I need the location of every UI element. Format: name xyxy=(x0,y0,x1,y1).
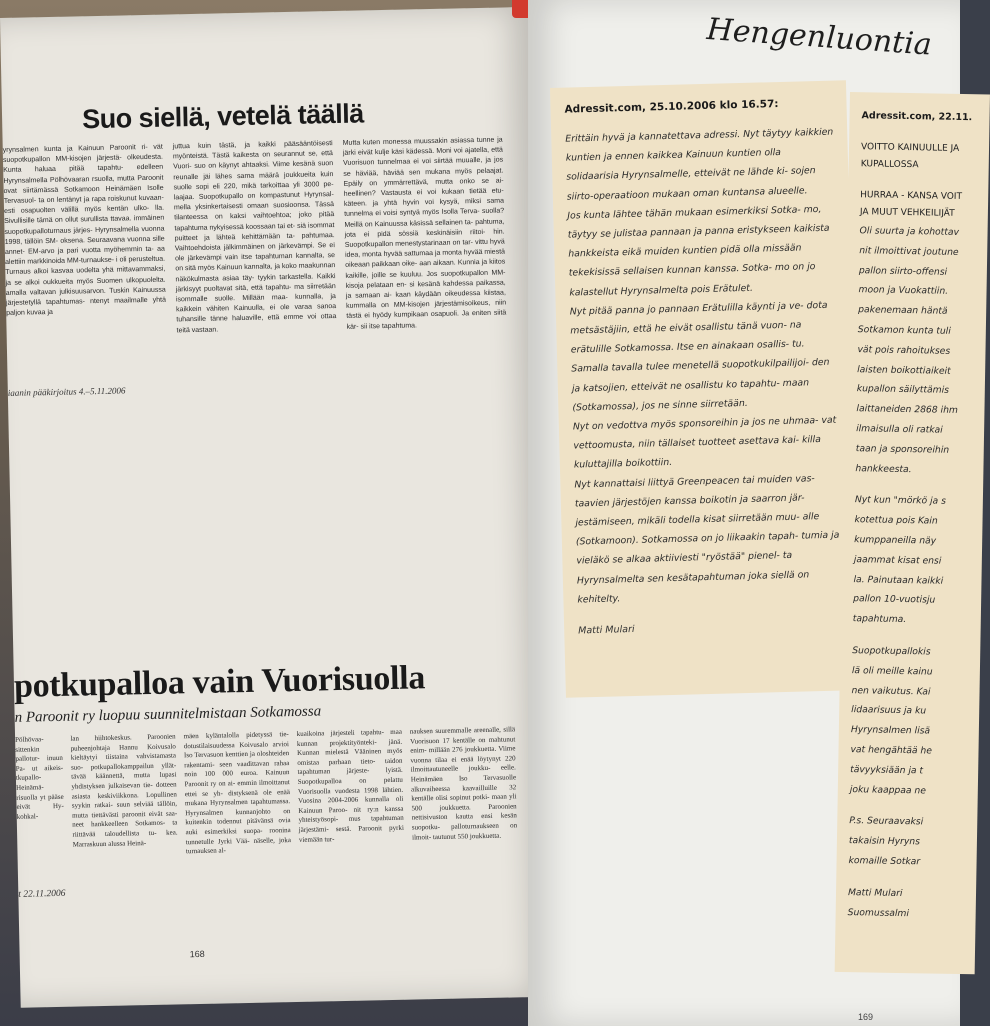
comment-box-1 xyxy=(550,80,862,698)
comment-2-line: nen vaikutus. Kai xyxy=(851,684,931,698)
article2-subtitle: n Paroonit ry luopuu suunnitelmistaan Sotkamossa xyxy=(14,703,322,726)
right-page xyxy=(528,0,973,1026)
comment-1-signature: Matti Mulari xyxy=(578,624,635,637)
comment-2-subheadline-line: HURRAA - KANSA VOIT xyxy=(860,190,963,202)
article1-title: Suo siellä, vetelä täällä xyxy=(81,98,365,135)
comment-2-line: Oli suurta ja kohottav xyxy=(859,225,960,238)
comment-1-header: Adressit.com, 25.10.2006 klo 16.57: xyxy=(564,98,779,116)
comment-2-line: Sotkamon kunta tuli xyxy=(857,324,951,337)
comment-1-text xyxy=(565,123,845,610)
comment-2-line: joku kaappaa ne xyxy=(849,783,927,796)
comment-2-line: kumppaneilla näy xyxy=(854,534,937,547)
comment-2-line: kotettua pois Kain xyxy=(854,514,938,527)
comment-1-paragraph: Jos kunta lähtee tähän mukaan esimerkiksi Sotka- mo, täytyy se julistaa pannaan ja panna eristykseen kaikista hankkeista eikä muiden kuntien pidä olla missään tekekisissä sellaisen kunnan kanssa. Sotka- mo on jo kalastellut Hyrynsalmelta pois Erätulet. xyxy=(567,203,830,299)
comment-2-line: vät pois rahoitukses xyxy=(857,343,951,357)
section-title: Hengenluontia xyxy=(705,12,933,63)
left-page xyxy=(0,7,551,1008)
article2-col4: kuaikoina järjesteli tapahtu- maa kunnan projektityönteki- jänä. Kunnan mielestä Vääninen myös omistaa parhaan tieto- taidon tapahtuman järjeste- lyistä. Suopotkupalloa on pelattu Vuorisuolla vuodesta 1998 lähtien. Vuosina 2004-2006 kunnalla oli Kainuun Paroo- nit ry:n kanssa yhteistyösopi- mus tapahtuman järjestämi- sestä. Paroonit pyrki viemään tur- xyxy=(296,727,404,844)
comment-2-line: hankkeesta. xyxy=(855,462,912,475)
article2-col3: mäen kyläntalolla pidetyssä tie- dotustilaisuudessa Koivusalo arvioi Iso Tervasuon kenttien ja oloshteiden rakentami- seen vaadittavan rahaa noin 100 000 euroa. Kainuun Paroonit ry on ai- emmin ilmoittanut ettei se yh- distyksenä ole enää mukana Hyrynsalmen tapahtumassa. Hyrynsalmen kunnanjohto on kuitenkin todennut pitävänsä ovia auki esimerkiksi suopa- roonina tunnetulle Jyrki Vää- näselle, joka turnauksen al- xyxy=(183,730,292,856)
comment-1-paragraph: Nyt on vedottva myös sponsoreihin ja jos ne uhmaa- vat vettoomusta, niin tällaiset tuotteet asettava kai- killa kuluttajilla boikottiin. xyxy=(572,414,837,471)
comment-2-line: Nyt kun "mörkö ja s xyxy=(854,494,947,508)
comment-1-paragraph: Nyt pitää panna jo pannaan Erätulilla käynti ja ve- dota metsästäjiin, että he eivät osallistu tänä vuon- na erätulille Sotkamossa. Itse en ainakaan osallis- tu. xyxy=(569,299,828,356)
comment-2-line: lidaarisuus ja ku xyxy=(851,704,927,717)
comment-2-line: la. Painutaan kaikki xyxy=(853,573,944,587)
comment-1-paragraph: Samalla tavalla tulee menetellä suopotkukilpailijoi- den ja katsojien, etteivät ne osallistu ko tapahtu- maan (Sotkamossa), jos ne sinne siirretään. xyxy=(571,357,830,414)
comment-1-paragraph: Nyt kannattaisi liittyä Greenpeacen tai muiden vas- taavien järjestöjen kanssa boikotin ja saarron jär- jestämiseen, mikäli todella kisat siirretään muu- alle (Sotkamoon). Sotkamossa on jo liikaakin tapah- tumia ja vieläkö se alkaa aktiiviesti "ryöstää" pienel- ta Hyrynsalmelta sen kesätapahtuman joka siellä on kehitelty. xyxy=(574,472,840,606)
comment-2-line: taan ja sponsoreihin xyxy=(855,442,950,456)
page-number-left: 168 xyxy=(189,948,205,960)
comment-2-line: nit ilmoittivat joutune xyxy=(859,244,959,258)
article2-columns xyxy=(15,725,518,885)
comment-2-signature-line: Matti Mulari xyxy=(847,886,903,899)
comment-2-line: Hyrynsalmen lisä xyxy=(850,724,931,737)
comment-2-ps-line: P.s. Seuraavaksi xyxy=(849,815,924,828)
comment-2-line: tapahtuma. xyxy=(852,613,907,626)
article2-col5: nauksen suuremmalle areenalle, sillä Vuorisuon 17 kentälle on mahtunut enim- millään 276 joukkuetta. Viime vuonna tilaa ei enää löytynyt 220 ilmoittautuneelle joukku- eelle. Heinämäen Iso Tervasuolle alkuvaiheessa kaavailluille 32 kentälle olisi sopinut potki- maan yli 500 joukkuetta. Paroonien nettisivuston kautta ensi kesän suopotku- palloturnaukseen on ilmoit- tautunut 550 joukkuetta. xyxy=(409,725,518,842)
comment-2-line: ilmaisulla oli ratkai xyxy=(856,423,943,436)
comment-2-ps-line: komaille Sotkar xyxy=(848,854,921,868)
article1-col3: Mutta kuten monessa muussakin asiassa tunne ja järki eivät kulje käsi kädessä. Moni voi ajatella, että Vuorisuon tunnelmaa ei voi siirtää muualle, ja jos se häviää, häviää sen mukana myös pelaajat. Epäily on ymmärrettävä, mutta onko se ai- heellinen? Vastausta ei voi kukaan tietää etu- käteen. ja yhtä hyvin voi kysyä, miksi sama tunnelma ei voisi syntyä myös Isolla Terva- suolla? Meillä on Kainuussa käsissä sellainen ta- pahtuma, jota ei pidä sössiä keskinäisiin riitoi- hin. Suopotkupallon menestystarinaan on tar- vittu hyvä idea, monta hyvää sattumaa ja monta hyvää miestä oikeaan paikkaan oike- aan aikaan. Kunnia ja kiitos kaikille, joille se kuuluu. Jos suopotkupallon MM-kisoja pelataan en- si kesänä kahdessa paikassa, ja samaan ai- kaan käydään oikeudessa kiistaa, kummalla on MM-kisojen järjestämisoikeus, niin tästä ei hyödy kumpikaan osapuoli. Ja eniten siitä kär- sii itse tapahtuma. xyxy=(342,136,507,331)
comment-2-line: kupallon säilyttämis xyxy=(856,383,950,397)
article2-col1: Pölhövaa- sittenkin pallotur- inuun Pa- ut aikeis- tkupallo- Heinämä- risuolla yt pääse eivät Hy- kohkal- xyxy=(15,735,64,821)
comment-2-subheadline xyxy=(860,187,977,223)
comment-2-line: pallon 10-vuotisju xyxy=(853,593,936,606)
comment-2-ps-line: takaisin Hyryns xyxy=(848,835,921,848)
comment-2-body xyxy=(848,221,976,924)
comment-2-line: pallon siirto-offensi xyxy=(858,264,948,278)
article1-col2: juttua kuin tästä, ja kaikki pääsääntöisesti myönteistä. Tästä kaikesta on seurannut se, että Vuori- suo on käynyt ahtaaksi. Viime kesänä suon reunalle jäi lähes sama määrä joukkueita kuin suolle sopi eli 220, mikä tarkoittaa yli 3000 pe- laajaa. Suopotkupallo on kompastunut Hyrynsal- mella yksinkertaisesti omaan suosioonsa. Tässä tilanteessa on kaksi vaihtoehtoa; joko pitää tapahtuma nykyisessä koossaan tai et- siä isommat puitteet ja lähteä kehittämään ta- pahtumaa. Vaihtoehdoista jälkimmäinen on järkevämpi. Se ei ole järkevämpi vain itse tapahtuman kannalta, se on sitä myös Kainuun kannalta, ja koko maakunnan näkökulmasta asiaa täy- tyykin tarkastella. Kaikki järkisyyt puoltavat sitä, että tapahtu- ma siirretään isommalle suolle. Millään maa- kunnalla, ja kaikkein vähiten Kainuulla, ei ole varaa sanoa tuhansille tänne haluaville, että emme voi ottaa teitä vastaan. xyxy=(172,140,337,335)
comment-2-line: moon ja Vuokattiin. xyxy=(858,284,949,298)
comment-2-headline-line: KUPALLOSSA xyxy=(860,159,919,171)
article2-col2: lan hiihtokeskus. Paroonien puheenjohtaja Hannu Koivusalo kieltäytyi tiistaina vahvistamasta suo- potkupallokamppailun yllät- tävää käännettä, mutta lupasi yhdistyksen julkaisevan tie- dotteen asiasta keskiviikkona. Lopullinen syykin ratkai- suun selviää tällöin, mutta tiettävästi paroonit eivät saa- neet hankkeelleen Sotkamos- ta riittävää taloudellista tu- kea. Marraskuun alussa Heinä- xyxy=(70,732,178,849)
article1-columns xyxy=(3,136,508,386)
comment-2-line: pakenemaan häntä xyxy=(858,304,948,317)
comment-2-line: tävyyksiään ja t xyxy=(850,763,924,777)
article1-col1: yrynsalmen kunta ja Kainuun Paroonit ri- vät suopotkupallon MM-kisojen järjestä- olkeudesta. Kunta haluaa pitää tapahtu- edelleen Hyrynsalmella Pölhövaaran rsuolla, mutta Paroonit ovat siirtämässä Sotkamoon Heinämäen Isolle Tervasuol- ta on lentänyt ja rapa roiskunut kuvaan- esti osapuolten välillä myös kentän ulko- lla. Sivullisille tämä on ollut surullista ttavaa. immäinen suopotkupalloturnaus järjes- Hyrynsalmella vuonna 1998, tällöin SM- oksena. Seuraavana vuonna sille annet- EM-arvo ja pari vuotta myöhemmin ta- aa alettiin markkinoida MM-turnaukse- i oli perusteltua. Turnaus alkoi kasvaa uodelta yhä mittavammaksi, ja se alkoi oukkueita myös Suomen ulkopuolelta. amalla valtavan julkisuusarvon. Tuskin Kainuussa järjestetyllä tapahtumas- ntenyt maailmalle yhtä paljon kuvaa ja xyxy=(2,143,167,318)
comment-box-2 xyxy=(835,92,990,974)
page-number-right: 169 xyxy=(858,1012,874,1022)
comment-1-paragraph: Erittäin hyvä ja kannatettava adressi. Nyt täytyy kaikkien kuntien ja ennen kaikkea Kainuun kuntien olla solidaarisia Hyrynsalmelle, etteivät ne lähde ki- sojen siirto-operaatioon mukaan oman kuntansa alueelle. xyxy=(565,126,834,203)
comment-2-line: laisten boikottiaikeit xyxy=(857,363,951,377)
comment-2-headline xyxy=(861,139,978,175)
comment-2-line: lä oli meille kainu xyxy=(851,664,933,678)
comment-2-headline-line: VOITTO KAINUULLE JA xyxy=(860,142,960,154)
comment-2-subheadline-line: JA MUUT VEHKEILIJÄT xyxy=(859,207,955,219)
comment-2-line: laittaneiden 2868 ihm xyxy=(856,403,959,417)
comment-2-header: Adressit.com, 22.11. xyxy=(861,110,973,124)
article2-title: potkupalloa vain Vuorisuolla xyxy=(13,659,426,705)
comment-2-line: jaammat kisat ensi xyxy=(853,553,942,567)
article1-source: iaanin pääkirjoitus 4.–5.11.2006 xyxy=(7,385,126,398)
comment-2-signature-line: Suomussalmi xyxy=(847,906,910,919)
comment-2-line: vat hengähtää he xyxy=(850,744,933,757)
article2-source: t 22.11.2006 xyxy=(18,888,66,900)
comment-2-line: Suopotkupallokis xyxy=(852,645,931,658)
